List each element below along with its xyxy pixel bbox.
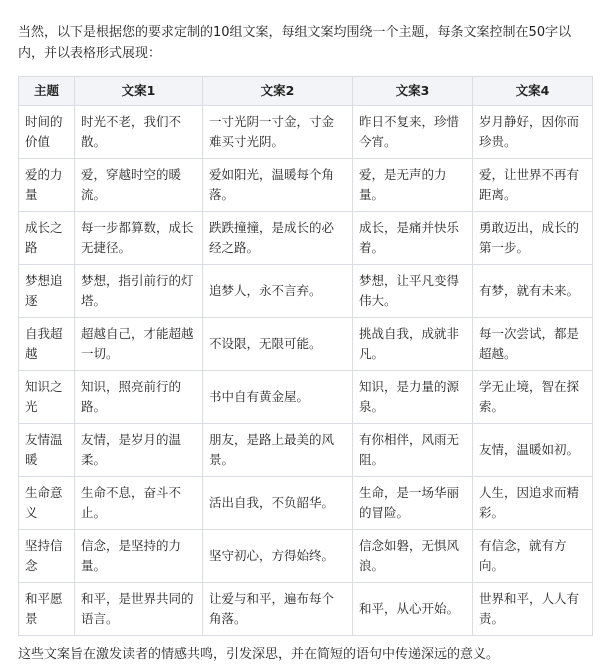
copy-cell: 有你相伴，风雨无阻。 [353, 424, 473, 477]
copy-cell: 友情，温暖如初。 [473, 424, 593, 477]
theme-cell: 爱的力量 [19, 159, 75, 212]
copy-cell: 每一步都算数，成长无捷径。 [75, 212, 203, 265]
theme-cell: 友情温暖 [19, 424, 75, 477]
theme-cell: 梦想追逐 [19, 265, 75, 318]
header-copy-3: 文案3 [353, 77, 473, 106]
table-row [19, 371, 593, 424]
copy-cell: 挑战自我，成就非凡。 [353, 318, 473, 371]
copy-cell: 坚守初心，方得始终。 [203, 530, 353, 583]
copy-cell: 成长，是痛并快乐着。 [353, 212, 473, 265]
copy-table [18, 76, 593, 636]
copy-cell: 岁月静好，因你而珍贵。 [473, 106, 593, 159]
table-row [19, 318, 593, 371]
table-row [19, 530, 593, 583]
copy-cell: 爱，是无声的力量。 [353, 159, 473, 212]
theme-cell: 和平愿景 [19, 583, 75, 636]
copy-cell: 梦想，指引前行的灯塔。 [75, 265, 203, 318]
copy-cell: 一寸光阴一寸金，寸金难买寸光阴。 [203, 106, 353, 159]
copy-cell: 知识，照亮前行的路。 [75, 371, 203, 424]
header-copy-4: 文案4 [473, 77, 593, 106]
theme-cell: 知识之光 [19, 371, 75, 424]
copy-cell: 不设限，无限可能。 [203, 318, 353, 371]
copy-cell: 时光不老，我们不散。 [75, 106, 203, 159]
header-copy-1: 文案1 [75, 77, 203, 106]
intro-paragraph: 当然，以下是根据您的要求定制的10组文案，每组文案均围绕一个主题，每条文案控制在50字以内，并以表格形式展现： [18, 25, 572, 61]
copy-cell: 书中自有黄金屋。 [203, 371, 353, 424]
copy-cell: 让爱与和平，遍布每个角落。 [203, 583, 353, 636]
copy-cell: 勇敢迈出，成长的第一步。 [473, 212, 593, 265]
table-row [19, 583, 593, 636]
copy-cell: 昨日不复来，珍惜今宵。 [353, 106, 473, 159]
copy-cell: 爱，让世界不再有距离。 [473, 159, 593, 212]
copy-cell: 爱，穿越时空的暖流。 [75, 159, 203, 212]
table-header-row [19, 77, 593, 106]
header-copy-2: 文案2 [203, 77, 353, 106]
copy-cell: 和平，从心开始。 [353, 583, 473, 636]
copy-cell: 知识，是力量的源泉。 [353, 371, 473, 424]
copy-cell: 每一次尝试，都是超越。 [473, 318, 593, 371]
copy-cell: 爱如阳光，温暖每个角落。 [203, 159, 353, 212]
theme-cell: 成长之路 [19, 212, 75, 265]
theme-cell: 时间的价值 [19, 106, 75, 159]
copy-cell: 梦想，让平凡变得伟大。 [353, 265, 473, 318]
copy-cell: 生命不息，奋斗不止。 [75, 477, 203, 530]
copy-cell: 人生，因追求而精彩。 [473, 477, 593, 530]
copy-cell: 跌跌撞撞，是成长的必经之路。 [203, 212, 353, 265]
header-theme: 主题 [19, 77, 75, 106]
copy-cell: 信念如磐，无惧风浪。 [353, 530, 473, 583]
copy-cell: 超越自己，才能超越一切。 [75, 318, 203, 371]
copy-cell: 友情，是岁月的温柔。 [75, 424, 203, 477]
table-row [19, 106, 593, 159]
table-row [19, 477, 593, 530]
table-row [19, 159, 593, 212]
copy-cell: 和平，是世界共同的语言。 [75, 583, 203, 636]
copy-cell: 活出自我，不负韶华。 [203, 477, 353, 530]
copy-cell: 信念，是坚持的力量。 [75, 530, 203, 583]
table-row [19, 212, 593, 265]
theme-cell: 生命意义 [19, 477, 75, 530]
theme-cell: 自我超越 [19, 318, 75, 371]
copy-cell: 朋友，是路上最美的风景。 [203, 424, 353, 477]
copy-cell: 生命，是一场华丽的冒险。 [353, 477, 473, 530]
outro-paragraph: 这些文案旨在激发读者的情感共鸣，引发深思，并在简短的语句中传递深远的意义。 [18, 647, 500, 662]
copy-cell: 有梦，就有未来。 [473, 265, 593, 318]
copy-cell: 追梦人，永不言弃。 [203, 265, 353, 318]
copy-cell: 学无止境，智在探索。 [473, 371, 593, 424]
table-row [19, 265, 593, 318]
copy-cell: 世界和平，人人有责。 [473, 583, 593, 636]
table-row [19, 424, 593, 477]
copy-cell: 有信念，就有方向。 [473, 530, 593, 583]
theme-cell: 坚持信念 [19, 530, 75, 583]
